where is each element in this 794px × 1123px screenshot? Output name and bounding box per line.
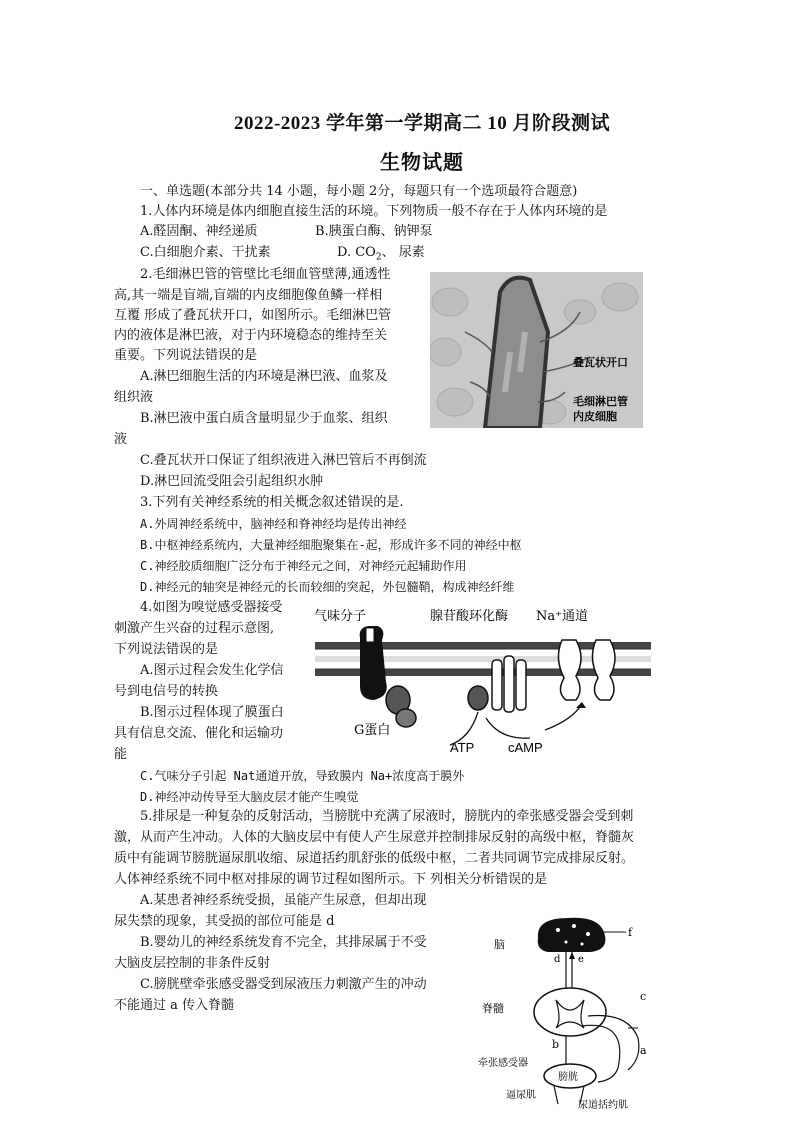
q2-stem-line1: 2.毛细淋巴管的管壁比毛细血管壁薄,通透性 bbox=[140, 267, 391, 282]
fig-label-b: b bbox=[552, 1038, 560, 1051]
q2-option-c: C.叠瓦状开口保证了组织液进入淋巴管后不再倒流 bbox=[140, 453, 427, 468]
q2-stem-line4: 内的液体是淋巴液，对于内环境稳态的维持至关 bbox=[114, 328, 388, 343]
fig-label-na-channel: Na⁺通道 bbox=[536, 609, 588, 624]
q3-option-c: C.神经胶质细胞广泛分布于神经元之间，对神经元起辅助作用 bbox=[140, 559, 467, 573]
q4-option-b-cont: 具有信息交流、催化和运输功 bbox=[114, 726, 284, 741]
fig-label-sphincter: 尿道括约肌 bbox=[578, 1100, 628, 1111]
q5-stem-line3: 质中有能调节膀胱逼尿肌收缩、尿道括约肌舒张的低级中枢，二者共同调节完成排尿反射。 bbox=[114, 851, 635, 866]
fig-label-bladder: 膀胱 bbox=[558, 1072, 578, 1083]
q4-option-a-cont: 号到电信号的转换 bbox=[114, 684, 219, 699]
q5-option-b: B.婴幼儿的神经系统发育不完全，其排尿属于不受 bbox=[140, 935, 427, 950]
fig-label-e: e bbox=[578, 954, 584, 965]
q3-stem: 3.下列有关神经系统的相关概念叙述错误的是. bbox=[140, 495, 404, 510]
q4-option-a: A.图示过程会发生化学信 bbox=[140, 663, 284, 678]
q2-stem-line3: 互覆 形成了叠瓦状开口，如图所示。毛细淋巴管 bbox=[114, 308, 392, 323]
urination-reflex-figure bbox=[478, 908, 674, 1113]
q4-option-b-cont2: 能 bbox=[114, 747, 128, 762]
fig-label-g-protein: G蛋白 bbox=[354, 723, 391, 738]
brain-shape bbox=[538, 918, 606, 952]
fig-label-capillary: 毛细淋巴管 bbox=[573, 396, 628, 408]
lymph-capillary-figure bbox=[430, 272, 643, 428]
fig-label-odor-molecule: 气味分子 bbox=[314, 609, 367, 624]
exam-title: 2022-2023 学年第一学期高二 10 月阶段测试 bbox=[233, 113, 611, 134]
q1-option-c: C.白细胞介素、干扰素 bbox=[140, 245, 271, 260]
q2-option-a: A.淋巴细胞生活的内环境是淋巴液、血浆及 bbox=[140, 369, 388, 384]
fig-label-f: f bbox=[628, 926, 633, 939]
q3-option-b: B.中枢神经系统内，大量神经细胞聚集在-起，形成许多不同的神经中枢 bbox=[140, 538, 522, 552]
q5-option-b-cont: 大脑皮层控制的非条件反射 bbox=[114, 956, 271, 971]
q4-stem-line3: 下列说法错误的是 bbox=[114, 642, 219, 657]
q3-option-d: D.神经元的轴突是神经元的长而较细的突起，外包髓鞘，构成神经纤维 bbox=[140, 580, 515, 594]
fig-label-receptor: 牵张感受器 bbox=[478, 1058, 528, 1069]
q4-stem-line2: 刺激产生兴奋的过程示意图, bbox=[114, 621, 275, 636]
q5-stem-line4: 人体神经系统不同中枢对排尿的调节过程如图所示。下 列相关分析错误的是 bbox=[114, 872, 548, 887]
section-heading: 一、单选题(本部分共 14 小题，每小题 2分，每题只有一个选项最符合题意) bbox=[140, 184, 578, 199]
q2-option-d: D.淋巴回流受阻会引起组织水肿 bbox=[140, 474, 324, 489]
exam-subtitle: 生物试题 bbox=[380, 152, 464, 174]
q4-stem-line1: 4.如图为嗅觉感受器接受 bbox=[140, 600, 283, 615]
fig-label-atp: ATP bbox=[450, 740, 475, 755]
fig-label-detrusor: 逼尿肌 bbox=[506, 1090, 536, 1101]
q5-option-c-cont: 不能通过 a 传入脊髓 bbox=[114, 998, 235, 1013]
spinal-cord bbox=[534, 988, 606, 1036]
q2-option-a-cont: 组织液 bbox=[114, 390, 154, 405]
olfactory-membrane-figure bbox=[310, 600, 656, 760]
q1-option-d: D. $CO_2$、 尿素 bbox=[337, 245, 425, 263]
adenylate-cyclase bbox=[492, 656, 526, 712]
fig-label-brain: 脑 bbox=[494, 938, 505, 951]
fig-label-overlap-opening: 叠瓦状开口 bbox=[573, 357, 628, 369]
fig-label-d: d bbox=[554, 954, 561, 965]
q4-option-c: C.气味分子引起 Nat通道开放，导致膜内 Na+浓度高于膜外 bbox=[140, 769, 465, 783]
fig-label-c: c bbox=[640, 990, 647, 1003]
q2-stem-line5: 重要。下列说法错误的是 bbox=[114, 348, 258, 363]
q2-stem-line2: 高,其一端是盲端,盲端的内皮细胞像鱼鳞一样相 bbox=[114, 288, 383, 303]
q4-option-d: D.神经冲动传导至大脑皮层才能产生嗅觉 bbox=[140, 790, 359, 804]
q1-option-a: A.醛固酮、神经递质 bbox=[140, 224, 258, 239]
q4-option-b: B.图示过程体现了膜蛋白 bbox=[140, 705, 284, 720]
q5-stem-line2: 激，从而产生冲动。人体的大脑皮层中有使人产生尿意并控制排尿反射的高级中枢，脊髓灰 bbox=[114, 830, 635, 845]
fig-label-endothelial: 内皮细胞 bbox=[573, 411, 617, 423]
fig-label-adenylate-cyclase: 腺苷酸环化酶 bbox=[430, 609, 509, 624]
q3-option-a: A.外周神经系统中，脑神经和脊神经均是传出神经 bbox=[140, 517, 407, 531]
q1-stem: 1.人体内环境是体内细胞直接生活的环境。下列物质一般不存在于人体内环境的是 bbox=[140, 204, 608, 219]
q5-stem-line1: 5.排尿是一种复杂的反射活动，当膀胱中充满了尿液时，膀胱内的牵张感受器会受到刺 bbox=[140, 809, 634, 824]
fig-label-spine: 脊髓 bbox=[482, 1002, 504, 1015]
q5-option-a-cont: 尿失禁的现象，其受损的部位可能是 d bbox=[114, 914, 335, 929]
q5-option-a: A.某患者神经系统受损，虽能产生尿意，但却出现 bbox=[140, 893, 427, 908]
fig-label-a: a bbox=[640, 1044, 647, 1057]
fig-label-camp: cAMP bbox=[508, 740, 543, 755]
q2-option-b: B.淋巴液中蛋白质含量明显少于血浆、组织 bbox=[140, 411, 388, 426]
q5-option-c: C.膀胱壁牵张感受器受到尿液压力刺激产生的冲动 bbox=[140, 977, 427, 992]
q2-option-b-cont: 液 bbox=[114, 432, 128, 447]
q1-option-b: B.胰蛋白酶、钠钾泵 bbox=[315, 224, 433, 239]
